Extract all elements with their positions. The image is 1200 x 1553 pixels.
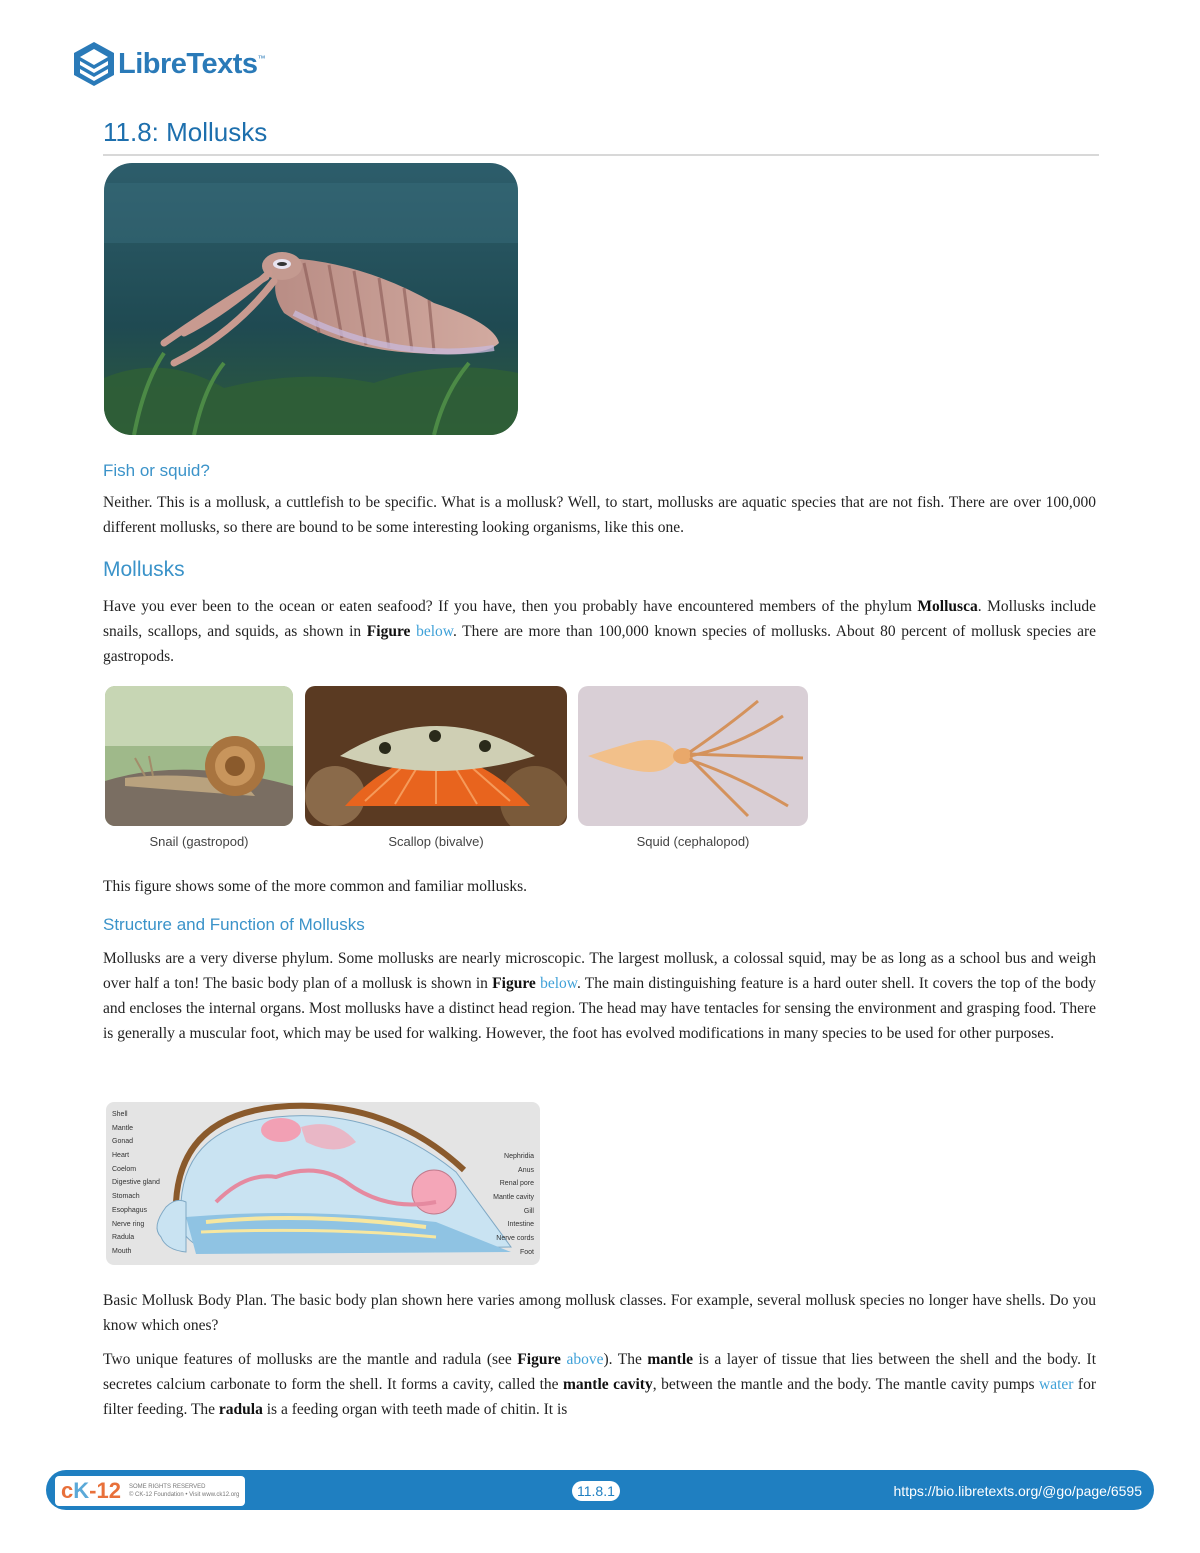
diagram-left-label-5: Digestive gland bbox=[112, 1179, 160, 1187]
scallop-photo bbox=[305, 686, 567, 826]
diagram-left-label-8: Nerve ring bbox=[112, 1220, 145, 1228]
snail-photo bbox=[105, 686, 293, 826]
diagram-right-label-0: Nephridia bbox=[504, 1153, 534, 1160]
page-number: 11.8.1 bbox=[572, 1481, 620, 1501]
logo-text: LibreTexts bbox=[118, 47, 258, 80]
diagram-left-label-10: Mouth bbox=[112, 1247, 132, 1255]
diagram-right-label-3: Mantle cavity bbox=[493, 1194, 534, 1202]
water-link[interactable]: water bbox=[1039, 1376, 1074, 1393]
diagram-right-label-1: Anus bbox=[518, 1166, 534, 1174]
libretexts-logo-icon bbox=[72, 40, 116, 88]
figure-below-link-2[interactable]: below bbox=[540, 975, 577, 992]
diagram-left-labels bbox=[112, 1108, 172, 1259]
mollusks-paragraph: Have you ever been to the ocean or eaten seafood? If you have, then you probably have encountered members of the phylum Mollusca. Mollusks include snails, scallops, and squids, as shown in Figure below. There are more than 100,000 known species of mollusks. About 80 percent of mollusk species are gastropods. bbox=[103, 598, 1096, 665]
squid-photo bbox=[578, 686, 808, 826]
figure-below-link[interactable]: below bbox=[416, 623, 453, 640]
diagram-left-label-7: Esophagus bbox=[112, 1206, 148, 1214]
diagram-right-labels bbox=[478, 1150, 534, 1260]
diagram-left-label-1: Mantle bbox=[112, 1124, 134, 1132]
diagram-right-label-2: Renal pore bbox=[499, 1180, 534, 1188]
figure1-caption: This figure shows some of the more common and familiar mollusks. bbox=[103, 878, 528, 895]
cuttlefish-photo bbox=[104, 163, 518, 435]
diagram-left-label-2: Gonad bbox=[112, 1138, 134, 1146]
ck12-logo: cK-12 bbox=[61, 1478, 121, 1503]
diagram-left-label-6: Stomach bbox=[112, 1193, 140, 1201]
section-heading-structure-function: Structure and Function of Mollusks bbox=[103, 915, 365, 934]
squid-label: Squid (cephalopod) bbox=[636, 834, 750, 849]
snail-label: Snail (gastropod) bbox=[149, 834, 249, 849]
diagram-right-label-5: Intestine bbox=[507, 1221, 534, 1229]
ck12-license-badge[interactable] bbox=[55, 1476, 245, 1506]
diagram-left-label-4: Coelom bbox=[112, 1165, 137, 1173]
figure2-caption: Basic Mollusk Body Plan. The basic body plan shown here varies among mollusk classes. For example, several mollusk species no longer have shells. Do you know which ones? bbox=[103, 1292, 1096, 1334]
libretexts-logo[interactable] bbox=[72, 40, 266, 88]
scallop-label: Scallop (bivalve) bbox=[388, 834, 484, 849]
title-divider bbox=[103, 154, 1099, 156]
page-title: 11.8: Mollusks bbox=[103, 117, 268, 147]
diagram-right-label-6: Nerve cords bbox=[496, 1235, 534, 1243]
page-url-link[interactable]: https://bio.libretexts.org/@go/page/6595 bbox=[893, 1483, 1142, 1499]
intro-paragraph: Neither. This is a mollusk, a cuttlefish to be specific. What is a mollusk? Well, to start, mollusks are aquatic species that are not fish. There are over 100,000 different mollusks, so there are bound to be some interesting looking organisms, like this one. bbox=[103, 494, 1096, 536]
structure-paragraph: Mollusks are a very diverse phylum. Some mollusks are nearly microscopic. The largest mollusk, a colossal squid, may be as long as a school bus and weigh over half a ton! The basic body plan of a mollusk is shown in Figure below. The main distinguishing feature is a hard outer shell. It covers the top of the body and encloses the internal organs. Most mollusks have a distinct head region. The head may have tentacles for sensing the environment and grasping food. There is generally a muscular foot, which may be used for walking. However, the foot has evolved modifications in many species to be used for other purposes. bbox=[103, 950, 1096, 1042]
diagram-left-label-0: Shell bbox=[112, 1111, 128, 1118]
diagram-left-label-3: Heart bbox=[112, 1152, 130, 1160]
logo-trademark: ™ bbox=[257, 53, 266, 63]
ck12-license-text: SOME RIGHTS RESERVED © CK-12 Foundation • Visit www.ck12.org bbox=[128, 1484, 240, 1498]
diagram-right-label-4: Gill bbox=[523, 1207, 534, 1215]
mantle-radula-paragraph: Two unique features of mollusks are the mantle and radula (see Figure above). The mantle is a layer of tissue that lies between the shell and the body. It secretes calcium carbonate to form the shell. It forms a cavity, called the mantle cavity, between the mantle and the body. The mantle cavity pumps water for filter feeding. The radula is a feeding organ with teeth made of chitin. It is bbox=[103, 1351, 1097, 1418]
figure-above-link[interactable]: above bbox=[566, 1351, 604, 1368]
section-heading-mollusks: Mollusks bbox=[103, 558, 185, 581]
diagram-right-label-7: Foot bbox=[519, 1248, 534, 1256]
diagram-left-label-9: Radula bbox=[112, 1234, 135, 1242]
section-heading-fish-or-squid: Fish or squid? bbox=[103, 461, 210, 480]
